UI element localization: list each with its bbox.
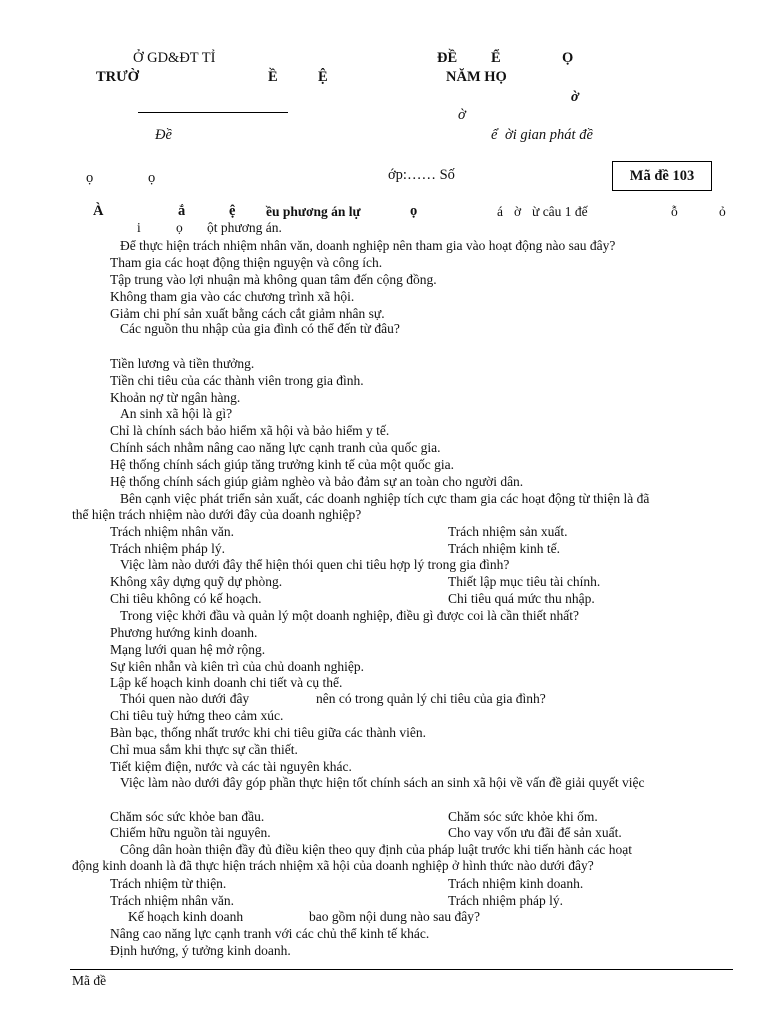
answer-option: Phương hướng kinh doanh.	[110, 625, 258, 640]
exam-title-fragment: Ọ	[562, 50, 574, 66]
section-fragment: ắ	[178, 203, 186, 219]
answer-option: Chi tiêu tuỳ hứng theo cảm xúc.	[110, 708, 284, 723]
section-fragment: ọ	[176, 220, 183, 235]
question-3: An sinh xã hội là gì?	[120, 406, 233, 421]
answer-option: Trách nhiệm nhân văn.	[110, 524, 234, 539]
answer-option: Nâng cao năng lực cạnh tranh với các chủ thể kinh tế khác.	[110, 926, 430, 941]
answer-option: Trách nhiệm pháp lý.	[448, 893, 563, 908]
answer-option: Trách nhiệm từ thiện.	[110, 876, 227, 891]
question-8: Việc làm nào dưới đây góp phần thực hiện tốt chính sách an sinh xã hội về vấn đề giải quyết việc	[120, 775, 645, 790]
answer-option: Tham gia các hoạt động thiện nguyện và công ích.	[110, 255, 383, 270]
answer-option: Giảm chi phí sản xuất bằng cách cắt giảm nhân sự.	[110, 306, 385, 321]
answer-option: Tiền lương và tiền thưởng.	[110, 356, 255, 371]
answer-option: Chi tiêu không có kế hoạch.	[110, 591, 262, 606]
student-name-fragment: ọ	[148, 170, 156, 186]
exam-title: ĐỀ	[437, 50, 458, 66]
section-fragment: i	[137, 220, 141, 235]
section-fragment: ọ	[410, 203, 418, 219]
answer-option: Tập trung vào lợi nhuận mà không quan tâm đến cộng đồng.	[110, 272, 437, 287]
school-name-fragment: Ệ	[318, 69, 328, 85]
answer-option: Trách nhiệm nhân văn.	[110, 893, 234, 908]
section-fragment: ờ	[514, 204, 522, 219]
answer-option: Cho vay vốn ưu đãi để sản xuất.	[448, 825, 622, 840]
exam-code-box: Mã đề 103	[612, 161, 712, 191]
answer-option: Lập kế hoạch kinh doanh chi tiết và cụ thể.	[110, 675, 343, 690]
answer-option: Chính sách nhằm nâng cao năng lực cạnh tranh của quốc gia.	[110, 440, 441, 455]
section-instructions: ột phương án.	[207, 220, 282, 235]
exam-title-fragment: Ể	[491, 50, 501, 66]
student-name-fragment: ọ	[86, 170, 94, 186]
header-fragment: ờ	[571, 89, 579, 105]
answer-option: Không tham gia vào các chương trình xã hội.	[110, 289, 355, 304]
question-1: Để thực hiện trách nhiệm nhân văn, doanh nghiệp nên tham gia vào hoạt động nào sau đây?	[120, 238, 616, 253]
section-fragment: ỗ	[671, 204, 678, 219]
question-5: Việc làm nào dưới đây thể hiện thói quen chi tiêu hợp lý trong gia đình?	[120, 557, 510, 572]
answer-option: Hệ thống chính sách giúp giảm nghèo và bảo đảm sự an toàn cho người dân.	[110, 474, 524, 489]
exam-note: Đề	[155, 127, 172, 143]
answer-option: Trách nhiệm kinh tế.	[448, 541, 560, 556]
answer-option: Chiếm hữu nguồn tài nguyên.	[110, 825, 271, 840]
question-2: Các nguồn thu nhập của gia đình có thể đến từ đâu?	[120, 321, 400, 336]
answer-option: Mạng lưới quan hệ mở rộng.	[110, 642, 266, 657]
answer-option: Chỉ là chính sách bảo hiểm xã hội và bảo hiểm y tế.	[110, 423, 390, 438]
question-7: Thói quen nào dưới đây	[120, 691, 250, 706]
answer-option: Khoản nợ từ ngân hàng.	[110, 390, 241, 405]
time-note: ời gian phát đề	[505, 127, 593, 143]
school-year: NĂM HỌ	[446, 69, 507, 85]
answer-option: Sự kiên nhẫn và kiên trì của chủ doanh nghiệp.	[110, 659, 365, 674]
answer-option: Hệ thống chính sách giúp tăng trưởng kinh tế của một quốc gia.	[110, 457, 455, 472]
school-name: TRƯỜ	[96, 69, 139, 85]
department-name: Ở GD&ĐT TỈ	[133, 50, 216, 66]
answer-option: Thiết lập mục tiêu tài chính.	[448, 574, 601, 589]
answer-option: Chăm sóc sức khỏe khi ốm.	[448, 809, 598, 824]
header-fragment: ờ	[458, 107, 466, 123]
time-note-fragment: ể	[491, 127, 498, 143]
section-heading: À	[93, 203, 104, 219]
answer-option: Trách nhiệm kinh doanh.	[448, 876, 584, 891]
question-4-continued: thể hiện trách nhiệm nào dưới đây của doanh nghiệp?	[72, 507, 362, 522]
section-fragment: ệ	[229, 203, 236, 219]
answer-option: Trách nhiệm sản xuất.	[448, 524, 568, 539]
answer-option: Bàn bạc, thống nhất trước khi chi tiêu giữa các thành viên.	[110, 725, 427, 740]
footer-exam-code: Mã đề	[72, 973, 107, 988]
question-10-continued: bao gồm nội dung nào sau đây?	[309, 909, 480, 924]
class-number-field: ớp:…… Số	[388, 167, 455, 183]
answer-option: Trách nhiệm pháp lý.	[110, 541, 225, 556]
question-7-continued: nên có trong quản lý chi tiêu của gia đình?	[316, 691, 546, 706]
answer-option: Chỉ mua sắm khi thực sự cần thiết.	[110, 742, 298, 757]
question-4: Bên cạnh việc phát triển sản xuất, các doanh nghiệp tích cực tham gia các hoạt động từ thiện là đã	[120, 491, 650, 506]
answer-option: Tiền chi tiêu của các thành viên trong gia đình.	[110, 373, 364, 388]
question-10: Kế hoạch kinh doanh	[128, 909, 244, 924]
section-instructions: ừ câu 1 đế	[532, 204, 588, 219]
answer-option: Tiết kiệm điện, nước và các tài nguyên khác.	[110, 759, 352, 774]
school-name-fragment: Ề	[268, 69, 278, 85]
answer-option: Định hướng, ý tưởng kinh doanh.	[110, 943, 291, 958]
question-9-continued: động kinh doanh là đã thực hiện trách nhiệm xã hội của doanh nghiệp ở hình thức nào dưới đây?	[72, 858, 594, 873]
section-fragment: ỏ	[719, 204, 726, 219]
header-underline	[138, 112, 288, 113]
section-title: ều phương án lự	[266, 204, 361, 219]
footer-rule	[70, 969, 733, 970]
answer-option: Không xây dựng quỹ dự phòng.	[110, 574, 283, 589]
question-6: Trong việc khởi đầu và quản lý một doanh nghiệp, điều gì được coi là cần thiết nhất?	[120, 608, 579, 623]
question-9: Công dân hoàn thiện đầy đủ điều kiện theo quy định của pháp luật trước khi tiến hành các hoạt	[120, 842, 632, 857]
answer-option: Chi tiêu quá mức thu nhập.	[448, 591, 595, 606]
section-fragment: á	[497, 204, 503, 219]
answer-option: Chăm sóc sức khỏe ban đầu.	[110, 809, 265, 824]
